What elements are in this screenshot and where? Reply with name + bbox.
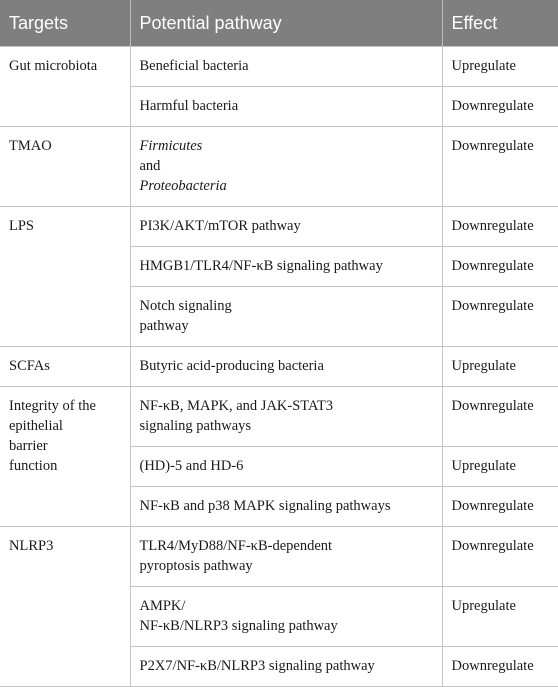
pathway-cell: Beneficial bacteria bbox=[130, 47, 442, 87]
pathway-cell: (HD)-5 and HD-6 bbox=[130, 447, 442, 487]
effect-cell: Downregulate bbox=[442, 127, 558, 207]
pathway-cell: HMGB1/TLR4/NF-κB signaling pathway bbox=[130, 247, 442, 287]
effect-cell: Downregulate bbox=[442, 487, 558, 527]
target-text: epithelial bbox=[9, 418, 63, 434]
target-cell bbox=[0, 387, 130, 527]
header-pathway: Potential pathway bbox=[130, 0, 442, 47]
header-effect: Effect bbox=[442, 0, 558, 47]
pathway-text: NF-κB/NLRP3 signaling pathway bbox=[139, 618, 338, 634]
pathway-text: Firmicutes bbox=[139, 138, 203, 154]
pathway-text: NF-κB, MAPK, and JAK-STAT3 bbox=[139, 398, 333, 414]
pathway-cell bbox=[130, 587, 442, 647]
effect-cell: Downregulate bbox=[442, 87, 558, 127]
pathway-cell: PI3K/AKT/mTOR pathway bbox=[130, 207, 442, 247]
effect-cell: Downregulate bbox=[442, 247, 558, 287]
effect-cell: Downregulate bbox=[442, 387, 558, 447]
effect-cell: Downregulate bbox=[442, 207, 558, 247]
pathway-cell bbox=[130, 527, 442, 587]
pathway-cell bbox=[130, 387, 442, 447]
effect-cell: Downregulate bbox=[442, 527, 558, 587]
pathway-cell bbox=[130, 287, 442, 347]
table-row bbox=[0, 347, 558, 387]
pathway-cell: Harmful bacteria bbox=[130, 87, 442, 127]
pathway-text: Notch signaling bbox=[139, 298, 232, 314]
effect-cell: Upregulate bbox=[442, 347, 558, 387]
pathway-text: signaling pathways bbox=[139, 418, 252, 434]
pathway-text: Proteobacteria bbox=[139, 178, 227, 194]
target-cell: NLRP3 bbox=[0, 527, 130, 687]
header-row bbox=[0, 0, 558, 47]
pathway-cell: NF-κB and p38 MAPK signaling pathways bbox=[130, 487, 442, 527]
target-text: barrier bbox=[9, 438, 48, 454]
table-row bbox=[0, 47, 558, 87]
table-row bbox=[0, 387, 558, 447]
table-row bbox=[0, 127, 558, 207]
pathway-cell: Butyric acid-producing bacteria bbox=[130, 347, 442, 387]
target-cell: TMAO bbox=[0, 127, 130, 207]
effect-cell: Upregulate bbox=[442, 587, 558, 647]
pathway-text: pathway bbox=[139, 318, 189, 334]
pathway-cell bbox=[130, 127, 442, 207]
effect-cell: Upregulate bbox=[442, 47, 558, 87]
effect-cell: Downregulate bbox=[442, 287, 558, 347]
pathway-cell: P2X7/NF-κB/NLRP3 signaling pathway bbox=[130, 647, 442, 687]
effect-cell: Upregulate bbox=[442, 447, 558, 487]
pathway-text: pyroptosis pathway bbox=[139, 558, 253, 574]
target-cell: Gut microbiota bbox=[0, 47, 130, 127]
target-cell: LPS bbox=[0, 207, 130, 347]
pathway-text: and bbox=[139, 158, 161, 174]
header-targets: Targets bbox=[0, 0, 130, 47]
target-text: Integrity of the bbox=[9, 398, 96, 414]
target-cell: SCFAs bbox=[0, 347, 130, 387]
target-text: function bbox=[9, 458, 58, 474]
table-row bbox=[0, 207, 558, 247]
table-row bbox=[0, 527, 558, 587]
pathway-text: AMPK/ bbox=[139, 598, 186, 614]
effect-cell: Downregulate bbox=[442, 647, 558, 687]
pathway-text: TLR4/MyD88/NF-κB-dependent bbox=[139, 538, 333, 554]
